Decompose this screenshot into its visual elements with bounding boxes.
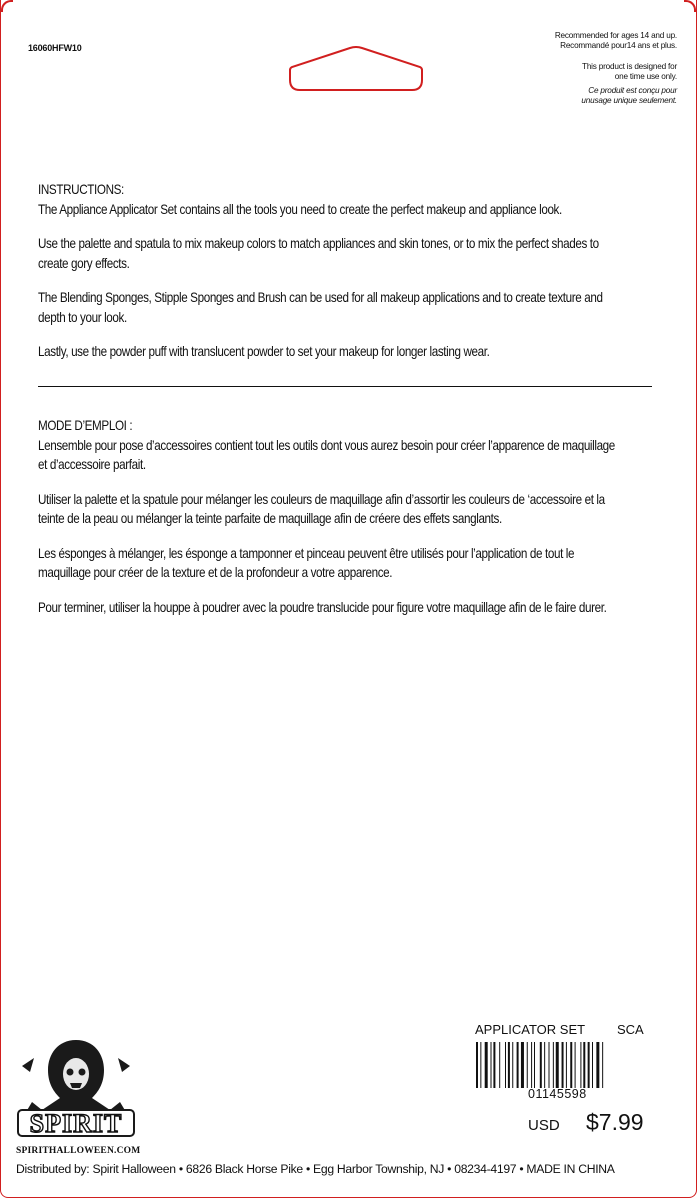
sku-code: 16060HFW10: [28, 43, 82, 53]
barcode: [476, 1042, 646, 1088]
instructions-para-3a-fr: Les ésponges à mélanger, les ésponge a tamponner et pinceau peuvent être utilisés pour l’application de tout le: [38, 545, 575, 561]
spirit-reaper-logo: [12, 1036, 140, 1144]
age-recommendation-fr: Recommandé pour14 ans et plus.: [560, 41, 677, 50]
currency-label: USD: [528, 1117, 560, 1134]
instructions-french: [38, 416, 615, 632]
price: $7.99: [586, 1109, 644, 1135]
single-use-en-1: This product is designed for: [582, 62, 677, 71]
instructions-heading-fr: MODE D’EMPLOI :: [38, 418, 133, 433]
single-use-fr-2: unusage unique seulement.: [581, 96, 677, 105]
instructions-para-2b-en: create gory effects.: [38, 255, 130, 271]
instructions-para-1-en: The Appliance Applicator Set contains all the tools you need to create the perfect makeup and appliance look.: [38, 201, 562, 217]
price-label: [470, 1020, 670, 1140]
instructions-para-2b-fr: teinte de la peau ou mélanger la teinte parfaite de maquillage afin de créere des effets sanglants.: [38, 511, 502, 526]
product-code-label: SCA: [617, 1022, 644, 1037]
website-url: SPIRITHALLOWEEN.COM: [16, 1146, 141, 1156]
instructions-para-4-en: Lastly, use the powder puff with translucent powder to set your makeup for longer lasting wear.: [38, 344, 490, 359]
section-divider: [38, 386, 652, 387]
instructions-para-1a-fr: Lensemble pour pose d’accessoires contient tout les outils dont vous aurez besoin pour créer l’apparence de maquillage: [38, 437, 615, 453]
instructions-english: [38, 180, 603, 377]
instructions-para-3b-en: depth to your look.: [38, 309, 127, 325]
product-name-label: APPLICATOR SET: [475, 1022, 586, 1037]
logo-wordmark: SPIRIT: [29, 1109, 123, 1138]
single-use-en-2: one time use only.: [614, 72, 677, 81]
single-use-fr-1: Ce produit est conçu pour: [588, 86, 677, 95]
distributor-line: Distributed by: Spirit Halloween • 6826 Black Horse Pike • Egg Harbor Township, NJ • 08234-4197 • MADE IN CHINA: [16, 1162, 615, 1176]
hang-tab-hole-icon: [286, 46, 426, 92]
instructions-para-2a-fr: Utiliser la palette et la spatule pour mélanger les couleurs de maquillage afin d’assortir les couleurs de ‘accessoire et la: [38, 491, 605, 507]
instructions-para-3a-en: The Blending Sponges, Stipple Sponges and Brush can be used for all makeup applications and to create texture and: [38, 290, 603, 305]
age-and-use-notice: [487, 31, 677, 117]
instructions-heading-en: INSTRUCTIONS:: [38, 182, 124, 197]
barcode-number: 01145598: [528, 1087, 587, 1101]
instructions-para-3b-fr: maquillage pour créer de la texture et de la profondeur a votre apparence.: [38, 565, 393, 580]
age-recommendation-en: Recommended for ages 14 and up.: [554, 31, 677, 40]
instructions-para-1b-fr: et d’accessoire parfait.: [38, 457, 146, 472]
instructions-para-2a-en: Use the palette and spatula to mix makeup colors to match appliances and skin tones, or to mix the perfect shades to: [38, 236, 599, 251]
instructions-para-4-fr: Pour terminer, utiliser la houppe à poudrer avec la poudre translucide pour figure votre maquillage afin de le faire durer.: [38, 599, 607, 615]
